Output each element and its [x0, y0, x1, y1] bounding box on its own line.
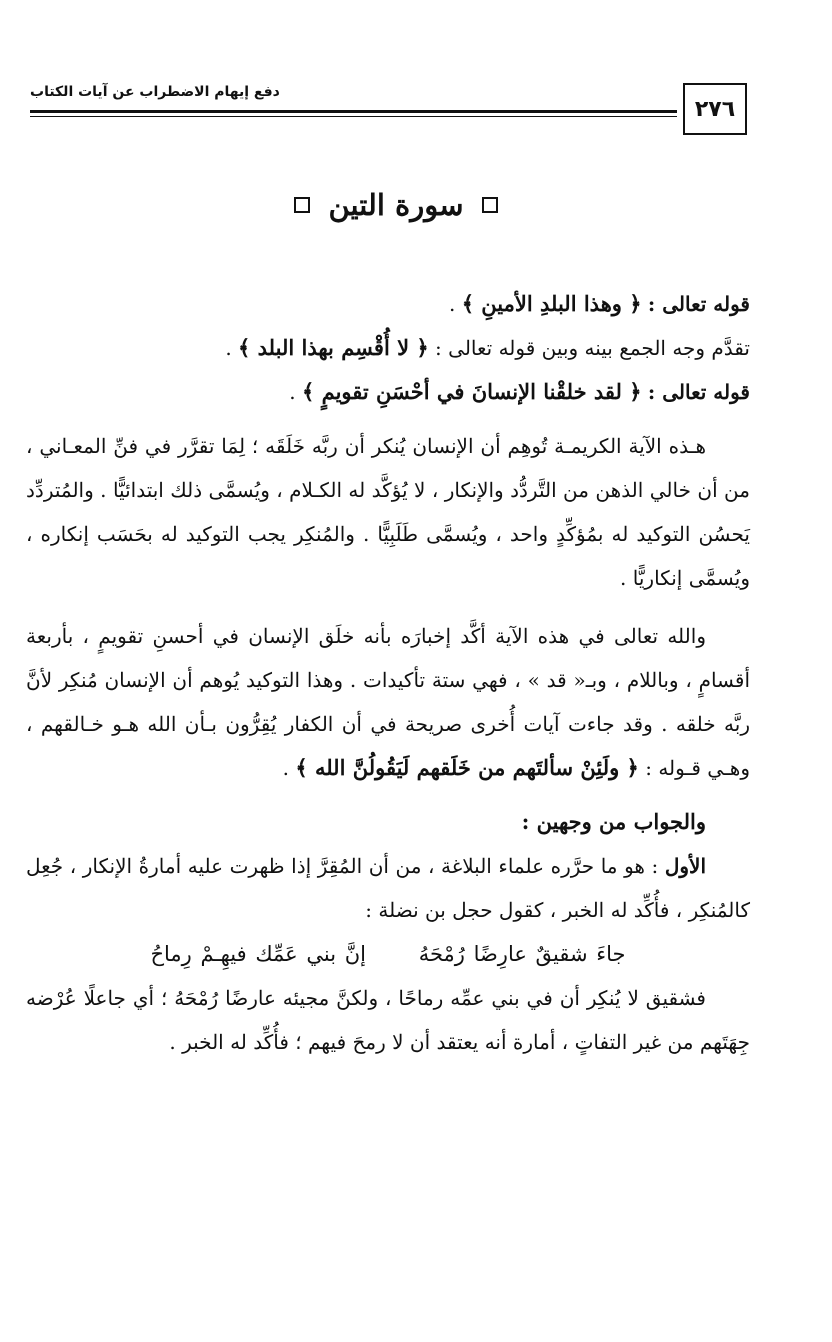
header-rule-thin	[30, 116, 677, 117]
page-number: ٢٧٦	[683, 83, 747, 135]
paragraph-text: فشقيق لا يُنكِر أن في بني عمِّه رماحًا ، ولكنَّ مجيئه عارضًا رُمْحَهُ ؛ أي جاعلًا عُرْضه جِهَتَهم من غير التفاتٍ ، أمارة أنه يعتقد أن لا رمحَ فيهم ؛ فأُكِّد له الخبر .	[26, 986, 750, 1054]
quran-verse: ﴿ ولَئِنْ سألتَهم من خَلَقهم لَيَقُولُنَّ الله ﴾	[295, 755, 639, 780]
paragraph-4	[26, 424, 750, 600]
poem-first-hemistich: جاءَ شقيقٌ عارِضًا رُمْحَهُ	[418, 942, 626, 966]
paragraph-text: هـذه الآية الكريمـة تُوهِم أن الإنسان يُنكر أن ربَّه خَلَقَه ؛ لِمَا تقرَّر في فنِّ المعـاني ، من أن خالي الذهن من التَّردُّد والإنكار ، لا يُؤكَّد له الكـلام ، ويُسمَّى ذلك ابتدائيًّا . والمُتردِّد يَحسُن التوكيد له بمُؤكِّدٍ واحد ، ويُسمَّى طَلَبِيًّا . والمُنكِر يجب التوكيد له بحَسَب إنكاره ، ويُسمَّى إنكاريًّا .	[26, 434, 750, 590]
running-title	[30, 84, 670, 100]
period: .	[225, 336, 232, 360]
paragraph-2	[26, 326, 750, 370]
quran-verse: ﴿ لا أُقْسِم بهذا البلد ﴾	[238, 335, 429, 360]
quran-verse: ﴿ وهذا البلدِ الأمينِ ﴾	[461, 291, 642, 316]
square-ornament-icon	[482, 197, 498, 213]
paragraph-3	[26, 370, 750, 414]
verse-intro: قوله تعالى :	[647, 292, 750, 316]
answer-heading: والجواب من وجهين :	[521, 809, 706, 834]
body-text	[26, 282, 750, 1064]
paragraph-6	[26, 844, 750, 932]
period: .	[282, 756, 289, 780]
paragraph-text: والله تعالى في هذه الآية أكَّد إخبارَه بأنه خلَق الإنسان في أحسنِ تقويمٍ ، بأربعة أقسامٍ ، وباللام ، وبـ« قد » ، فهي ستة تأكيدات . وهذا التوكيد يُوهم أن الإنسان مُنكِر لأنَّ ربَّه خلقه . وقد جاءت آيات أُخرى صريحة في أن الكفار يُقِرُّون بـأن الله هـو خـالقهم ، وهـي قـوله :	[26, 624, 750, 780]
first-point-label: الأول	[664, 854, 706, 878]
surah-heading	[0, 188, 792, 222]
paragraph-text: تقدَّم وجه الجمع بينه وبين قوله تعالى :	[435, 336, 750, 360]
period: .	[448, 292, 456, 316]
paragraph-text: : هو ما حرَّره علماء البلاغة ، من أن المُقِرَّ إذا ظهرت عليه أمارةُ الإنكار ، جُعِل كالمُنكِر ، فأُكِّد له الخبر ، كقول حجل بن نضلة :	[26, 854, 750, 922]
period: .	[289, 380, 296, 404]
poem-second-hemistich: إنَّ بني عَمِّك فيهِـمْ رِماحُ	[150, 942, 366, 966]
paragraph-5	[26, 614, 750, 790]
verse-intro: قوله تعالى :	[647, 380, 750, 404]
poem-verse	[26, 932, 750, 976]
running-title-text: دفع إيهام الاضطراب عن آيات الكتاب	[30, 84, 280, 100]
surah-title: سورة التين	[328, 188, 464, 222]
square-ornament-icon	[294, 197, 310, 213]
header-rule-thick	[30, 110, 677, 113]
quran-verse: ﴿ لقد خلقْنا الإنسانَ في أحْسَنِ تقويمٍ ﴾	[301, 379, 642, 404]
paragraph-7	[26, 976, 750, 1064]
paragraph-1	[26, 282, 750, 326]
